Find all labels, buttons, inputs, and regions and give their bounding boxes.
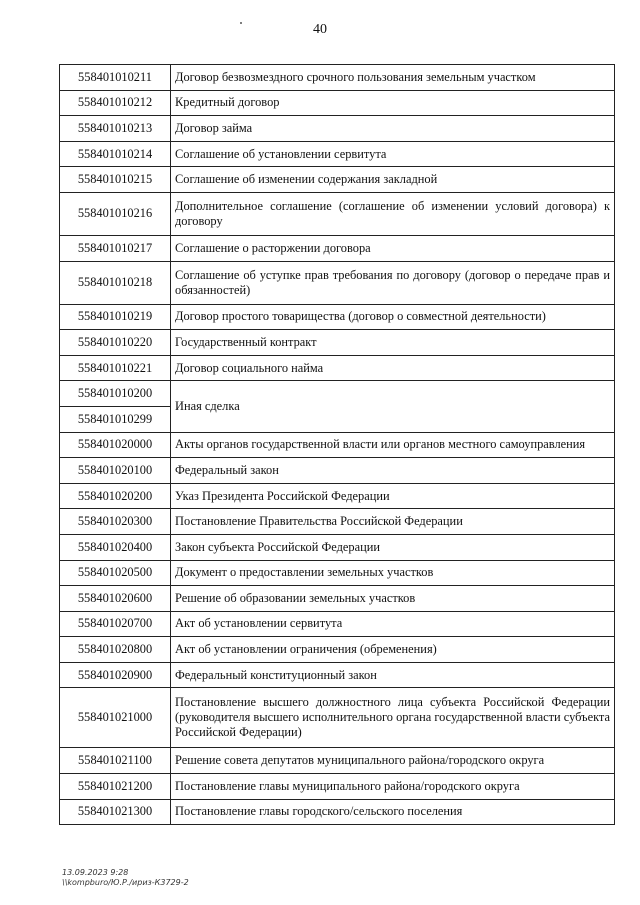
code-cell: 558401010219 (60, 304, 171, 330)
table-row (60, 192, 615, 235)
table-row (60, 167, 615, 193)
description-cell: Государственный контракт (171, 330, 615, 356)
code-cell: 558401020800 (60, 637, 171, 663)
code-cell: 558401010215 (60, 167, 171, 193)
table-row (60, 141, 615, 167)
table-row (60, 662, 615, 688)
description-cell: Кредитный договор (171, 90, 615, 116)
table-row (60, 774, 615, 800)
code-cell: 558401020600 (60, 586, 171, 612)
description-cell: Договор простого товарищества (договор о совместной деятельности) (171, 304, 615, 330)
scan-speck (240, 22, 242, 24)
description-cell: Указ Президента Российской Федерации (171, 483, 615, 509)
description-cell: Соглашение о расторжении договора (171, 235, 615, 261)
description-cell: Постановление высшего должностного лица субъекта Российской Федерации (руководителя высшего исполнительного органа государственной власти субъекта Российской Федерации) (171, 688, 615, 748)
table-row (60, 116, 615, 142)
table-row (60, 534, 615, 560)
code-cell: 558401021000 (60, 688, 171, 748)
table-row (60, 688, 615, 748)
description-cell: Соглашение об установлении сервитута (171, 141, 615, 167)
table-row (60, 330, 615, 356)
description-cell: Договор займа (171, 116, 615, 142)
code-cell: 558401020200 (60, 483, 171, 509)
description-cell: Постановление Правительства Российской Федерации (171, 509, 615, 535)
table-row (60, 261, 615, 304)
code-cell: 558401020000 (60, 432, 171, 458)
table-row (60, 586, 615, 612)
description-cell: Дополнительное соглашение (соглашение об изменении условий договора) к договору (171, 192, 615, 235)
code-cell: 558401020400 (60, 534, 171, 560)
code-cell: 558401010211 (60, 65, 171, 91)
code-cell: 558401021100 (60, 748, 171, 774)
code-cell: 558401010299 (60, 406, 171, 432)
code-cell: 558401010213 (60, 116, 171, 142)
description-cell: Соглашение об изменении содержания закладной (171, 167, 615, 193)
codes-table (59, 64, 615, 825)
description-cell: Документ о предоставлении земельных участков (171, 560, 615, 586)
code-cell: 558401010216 (60, 192, 171, 235)
description-cell: Решение совета депутатов муниципального района/городского округа (171, 748, 615, 774)
table-row (60, 235, 615, 261)
code-cell: 558401020300 (60, 509, 171, 535)
table-row (60, 509, 615, 535)
code-cell: 558401020100 (60, 458, 171, 484)
code-cell: 558401010214 (60, 141, 171, 167)
footer-date: 13.09.2023 9:28 (62, 868, 129, 877)
description-cell: Федеральный закон (171, 458, 615, 484)
description-cell: Закон субъекта Российской Федерации (171, 534, 615, 560)
code-cell: 558401010200 (60, 381, 171, 407)
code-cell: 558401020500 (60, 560, 171, 586)
table-row (60, 65, 615, 91)
code-cell: 558401020900 (60, 662, 171, 688)
table-row (60, 637, 615, 663)
table-row (60, 304, 615, 330)
description-cell: Соглашение об уступке прав требования по договору (договор о передаче прав и обязанностей) (171, 261, 615, 304)
description-cell: Иная сделка (171, 381, 615, 432)
code-cell: 558401020700 (60, 611, 171, 637)
code-cell: 558401010220 (60, 330, 171, 356)
table-row (60, 381, 615, 407)
table-row (60, 748, 615, 774)
table-row (60, 560, 615, 586)
table-row (60, 799, 615, 825)
code-cell: 558401010212 (60, 90, 171, 116)
description-cell: Акты органов государственной власти или органов местного самоуправления (171, 432, 615, 458)
table-row (60, 483, 615, 509)
description-cell: Постановление главы городского/сельского поселения (171, 799, 615, 825)
table-row (60, 432, 615, 458)
description-cell: Решение об образовании земельных участков (171, 586, 615, 612)
code-cell: 558401010218 (60, 261, 171, 304)
code-cell: 558401021300 (60, 799, 171, 825)
description-cell: Федеральный конституционный закон (171, 662, 615, 688)
description-cell: Акт об установлении ограничения (обременения) (171, 637, 615, 663)
description-cell: Акт об установлении сервитута (171, 611, 615, 637)
code-cell: 558401010221 (60, 355, 171, 381)
description-cell: Постановление главы муниципального района/городского округа (171, 774, 615, 800)
code-cell: 558401021200 (60, 774, 171, 800)
footer-stamp (62, 868, 189, 888)
table-row (60, 355, 615, 381)
table-row (60, 90, 615, 116)
description-cell: Договор безвозмездного срочного пользования земельным участком (171, 65, 615, 91)
table-row (60, 458, 615, 484)
code-cell: 558401010217 (60, 235, 171, 261)
table-row (60, 611, 615, 637)
description-cell: Договор социального найма (171, 355, 615, 381)
page-number: 40 (313, 22, 327, 37)
footer-path: \\kompburo/Ю.Р./ириз-К3729-2 (62, 878, 189, 887)
